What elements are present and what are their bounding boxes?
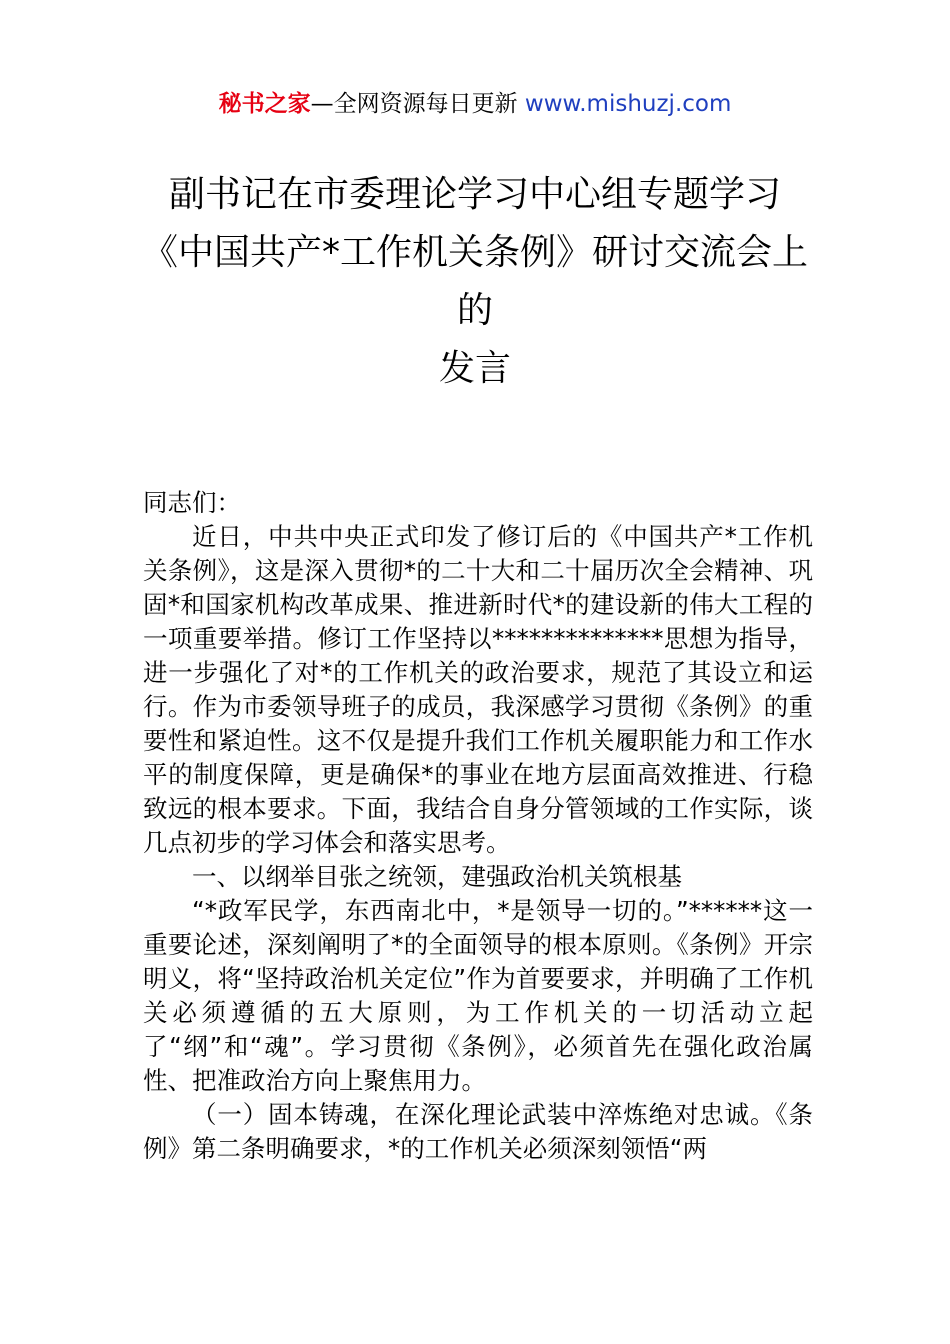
salutation: 同志们： [143, 488, 241, 517]
section-heading-1: 一、以纲举目张之统领，建强政治机关筑根基 [192, 862, 682, 891]
title-line-2: 《中国共产*工作机关条例》研讨交流会上 [141, 232, 808, 273]
title-line-4: 发言 [438, 348, 511, 389]
site-slogan: —全网资源每日更新 [310, 91, 525, 117]
document-body [143, 486, 813, 1166]
site-url-link[interactable]: www.mishuzj.com [524, 91, 732, 117]
title-line-3: 的 [456, 290, 493, 331]
site-header [0, 88, 950, 120]
section-1-paragraph: “*政军民学，东西南北中，*是领导一切的。”******这一重要论述，深刻阐明了*的全面领导的根本原则。《条例》开宗明义，将“坚持政治机关定位”作为首要要求，并明确了工作机关必须遵循的五大原则，为工作机关的一切活动立起了“纲”和“魂”。学习贯彻《条例》，必须首先在强化政治属性、把准政治方向上聚焦用力。 [143, 896, 813, 1095]
subsection-1-paragraph: （一）固本铸魂，在深化理论武装中淬炼绝对忠诚。《条例》第二条明确要求，*的工作机关必须深刻领悟“两 [143, 1100, 813, 1163]
document-title [100, 166, 850, 398]
intro-paragraph: 近日，中共中央正式印发了修订后的《中国共产*工作机关条例》，这是深入贯彻*的二十大和二十届历次全会精神、巩固*和国家机构改革成果、推进新时代*的建设新的伟大工程的一项重要举措。修订工作坚持以**************思想为指导，进一步强化了对*的工作机关的政治要求，规范了其设立和运行。作为市委领导班子的成员，我深感学习贯彻《条例》的重要性和紧迫性。这不仅是提升我们工作机关履职能力和工作水平的制度保障，更是确保*的事业在地方层面高效推进、行稳致远的根本要求。下面，我结合自身分管领域的工作实际，谈几点初步的学习体会和落实思考。 [143, 522, 813, 857]
site-brand: 秘书之家 [218, 91, 311, 117]
title-line-1: 副书记在市委理论学习中心组专题学习 [168, 174, 781, 215]
